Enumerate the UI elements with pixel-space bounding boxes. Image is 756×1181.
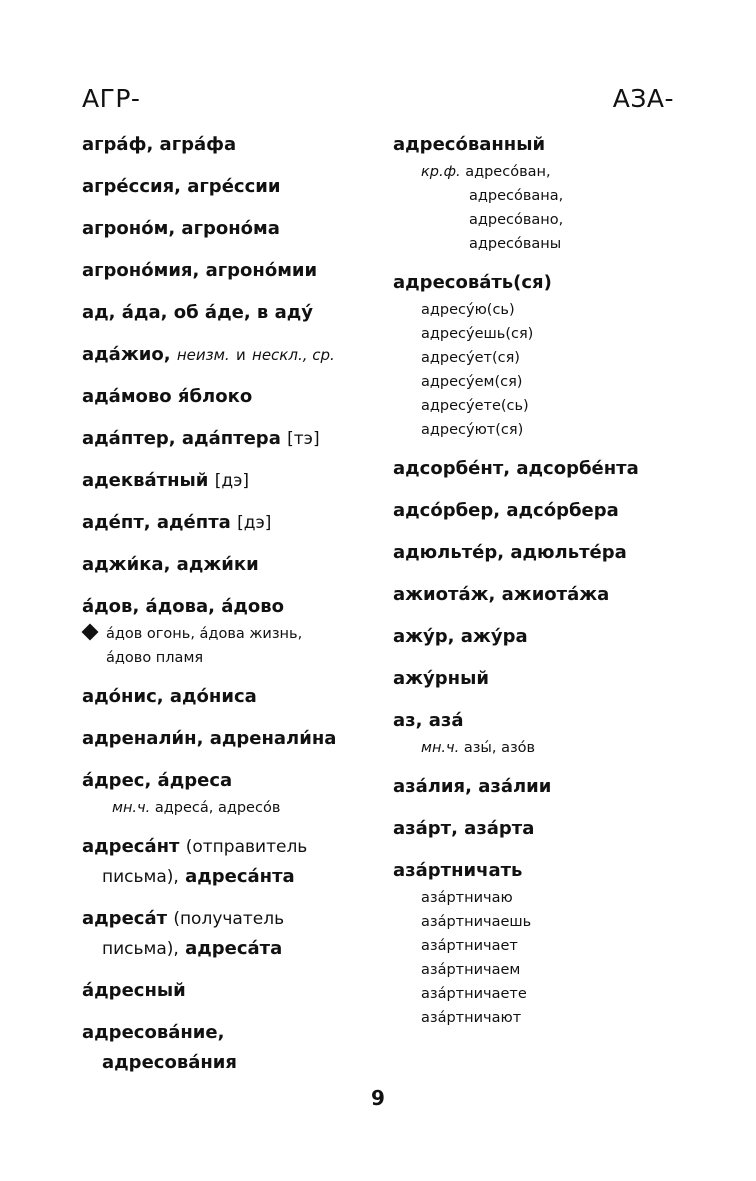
word-form: адресо́ван, xyxy=(465,164,551,180)
entry: адюльте́р, адюльте́ра xyxy=(393,542,627,563)
phrase-example: а́дово пламя xyxy=(106,650,204,666)
word-form: адресу́ю(сь) xyxy=(421,302,515,318)
entry: адо́нис, адо́ниса xyxy=(82,686,257,707)
headword: ада́птер, ада́птера xyxy=(82,428,281,449)
grammar-note: нескл., ср. xyxy=(252,346,335,364)
entry xyxy=(82,508,382,538)
word-form: адресу́ет(ся) xyxy=(421,350,520,366)
headword: аде́пт, аде́пта xyxy=(82,512,231,533)
entry: агроно́м, агроно́ма xyxy=(82,218,280,239)
entry: аз, аза́ мн.ч. азы́, азо́в xyxy=(393,710,536,756)
headword: адреса́нт xyxy=(82,836,180,857)
entry: адренали́н, адренали́на xyxy=(82,728,337,749)
header-right: АЗА- xyxy=(612,84,674,113)
word-form: аза́ртничает xyxy=(421,938,518,954)
entry: адресова́ние, адресова́ния xyxy=(82,1022,237,1073)
entry: агра́ф, агра́фа xyxy=(82,134,237,155)
headword: адреса́нта xyxy=(185,866,295,887)
grammar-note: неизм. xyxy=(176,346,230,364)
definition: письма), xyxy=(102,867,179,887)
entry: адсорбе́нт, адсорбе́нта xyxy=(393,458,639,479)
grammar-note: мн.ч. xyxy=(421,740,460,756)
pronunciation-note: [тэ] xyxy=(287,429,320,449)
word-form: адресу́ешь(ся) xyxy=(421,326,534,342)
entry: аза́рт, аза́рта xyxy=(393,818,535,839)
entry: а́дрес, а́дреса мн.ч. адреса́, адресо́в xyxy=(82,770,281,816)
word-form: адресо́вано, xyxy=(469,212,564,228)
word-form: аза́ртничаю xyxy=(421,890,513,906)
word-form: аза́ртничаете xyxy=(421,986,527,1002)
entry: ада́мово я́блоко xyxy=(82,386,253,407)
entry: адресова́ть(ся) адресу́ю(сь) адресу́ешь(ся) адресу́ет(ся) адресу́ем(ся) адресу́ете(сь) адресу́ют(ся) xyxy=(393,268,693,442)
headword: адреса́т xyxy=(82,908,168,929)
headword: ада́жио, xyxy=(82,344,171,365)
grammar-note: мн.ч. xyxy=(112,800,151,816)
phrase-example: а́дов огонь, а́дова жизнь, xyxy=(106,626,303,642)
headword: адреса́та xyxy=(185,938,283,959)
pronunciation-note: [дэ] xyxy=(214,471,250,491)
entry: агроно́мия, агроно́мии xyxy=(82,260,318,281)
page-number: 9 xyxy=(371,1086,385,1110)
running-header xyxy=(82,84,674,124)
word-form: адресу́ем(ся) xyxy=(421,374,523,390)
entry xyxy=(82,340,382,370)
diamond-icon xyxy=(82,624,99,641)
headword: адеква́тный xyxy=(82,470,209,491)
entry: а́дов, а́дова, а́дово а́дов огонь, а́дова жизнь, а́дово пламя xyxy=(82,592,382,670)
entry: ажу́р, ажу́ра xyxy=(393,626,528,647)
entry: агре́ссия, агре́ссии xyxy=(82,176,281,197)
entry: ад, а́да, об а́де, в аду́ xyxy=(82,302,313,323)
entry xyxy=(82,904,382,964)
entry: аза́лия, аза́лии xyxy=(393,776,552,797)
word-forms: азы́, азо́в xyxy=(463,740,536,756)
entry: аджи́ка, аджи́ки xyxy=(82,554,259,575)
definition: (получатель xyxy=(173,909,285,929)
entry xyxy=(82,832,382,892)
entry: аза́ртничать аза́ртничаю аза́ртничаешь аза́ртничает аза́ртничаем аза́ртничаете аза́ртничают xyxy=(393,856,693,1030)
definition: (отправитель xyxy=(185,837,308,857)
left-column xyxy=(82,130,382,1090)
definition: письма), xyxy=(102,939,179,959)
word-forms: адреса́, адресо́в xyxy=(154,800,281,816)
word-form: адресу́ете(сь) xyxy=(421,398,529,414)
pronunciation-note: [дэ] xyxy=(237,513,272,533)
right-column xyxy=(393,130,693,1042)
entry xyxy=(82,424,382,454)
word-form: адресо́ваны xyxy=(469,236,562,252)
conjunction: и xyxy=(235,346,246,364)
word-form: аза́ртничаем xyxy=(421,962,521,978)
grammar-note: кр.ф. xyxy=(421,164,461,180)
word-form: аза́ртничают xyxy=(421,1010,522,1026)
entry xyxy=(82,466,382,496)
word-form: аза́ртничаешь xyxy=(421,914,532,930)
entry: адсо́рбер, адсо́рбера xyxy=(393,500,619,521)
entry: а́дресный xyxy=(82,980,186,1001)
entry: ажиота́ж, ажиота́жа xyxy=(393,584,610,605)
word-form: адресо́вана, xyxy=(469,188,564,204)
entry: адресо́ванный кр.ф. адресо́ван, адресо́вана, адресо́вано, адресо́ваны xyxy=(393,130,693,256)
entry: ажу́рный xyxy=(393,668,490,689)
header-left: АГР- xyxy=(82,84,141,113)
word-form: адресу́ют(ся) xyxy=(421,422,524,438)
